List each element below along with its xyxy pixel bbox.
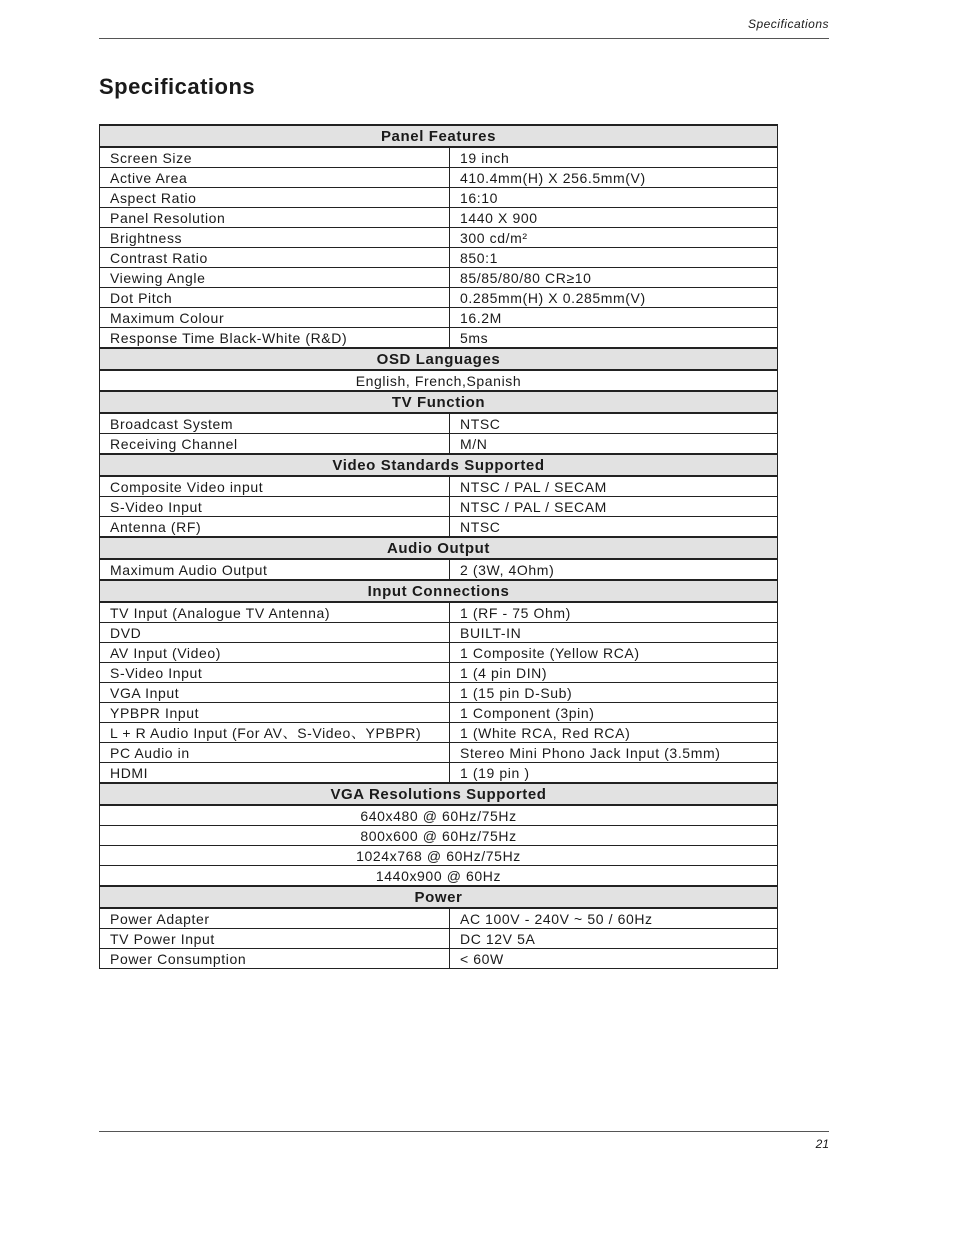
- spec-full-value: 1024x768 @ 60Hz/75Hz: [100, 846, 778, 866]
- section-heading: Panel Features: [100, 125, 778, 147]
- spec-row: [100, 517, 778, 538]
- spec-row: [100, 328, 778, 349]
- spec-row: [100, 805, 778, 826]
- spec-label: S-Video Input: [100, 497, 450, 517]
- spec-label: Antenna (RF): [100, 517, 450, 538]
- spec-row: [100, 434, 778, 455]
- specifications-table: [99, 124, 778, 969]
- spec-label: Power Consumption: [100, 949, 450, 969]
- spec-label: Screen Size: [100, 147, 450, 168]
- spec-value: 0.285mm(H) X 0.285mm(V): [450, 288, 778, 308]
- spec-label: Active Area: [100, 168, 450, 188]
- spec-value: 19 inch: [450, 147, 778, 168]
- running-header: Specifications: [747, 17, 829, 31]
- spec-label: YPBPR Input: [100, 703, 450, 723]
- page-number: 21: [815, 1137, 829, 1151]
- spec-row: [100, 188, 778, 208]
- spec-value: M/N: [450, 434, 778, 455]
- spec-row: [100, 846, 778, 866]
- spec-label: HDMI: [100, 763, 450, 784]
- spec-value: 2 (3W, 4Ohm): [450, 559, 778, 580]
- spec-row: [100, 168, 778, 188]
- spec-row: [100, 723, 778, 743]
- spec-label: S-Video Input: [100, 663, 450, 683]
- spec-label: Power Adapter: [100, 908, 450, 929]
- spec-row: [100, 743, 778, 763]
- spec-row: [100, 476, 778, 497]
- header-divider: [99, 38, 829, 39]
- section-header-row: [100, 454, 778, 476]
- spec-value: NTSC / PAL / SECAM: [450, 497, 778, 517]
- spec-row: [100, 866, 778, 887]
- spec-value: 1 (15 pin D-Sub): [450, 683, 778, 703]
- spec-value: 300 cd/m²: [450, 228, 778, 248]
- spec-label: Maximum Colour: [100, 308, 450, 328]
- spec-label: Broadcast System: [100, 413, 450, 434]
- spec-label: AV Input (Video): [100, 643, 450, 663]
- spec-label: Receiving Channel: [100, 434, 450, 455]
- spec-value: 1 (19 pin ): [450, 763, 778, 784]
- footer-divider: [99, 1131, 829, 1132]
- spec-row: [100, 763, 778, 784]
- spec-label: Aspect Ratio: [100, 188, 450, 208]
- spec-row: [100, 949, 778, 969]
- spec-value: NTSC / PAL / SECAM: [450, 476, 778, 497]
- spec-row: [100, 663, 778, 683]
- spec-value: < 60W: [450, 949, 778, 969]
- page-title: Specifications: [99, 74, 256, 99]
- spec-label: TV Input (Analogue TV Antenna): [100, 602, 450, 623]
- spec-label: Maximum Audio Output: [100, 559, 450, 580]
- spec-full-value: English, French,Spanish: [100, 370, 778, 391]
- spec-row: [100, 623, 778, 643]
- spec-row: [100, 929, 778, 949]
- section-heading: Audio Output: [100, 537, 778, 559]
- spec-value: 410.4mm(H) X 256.5mm(V): [450, 168, 778, 188]
- spec-row: [100, 602, 778, 623]
- spec-value: 1 (White RCA, Red RCA): [450, 723, 778, 743]
- spec-value: 1 (4 pin DIN): [450, 663, 778, 683]
- spec-value: NTSC: [450, 517, 778, 538]
- spec-row: [100, 228, 778, 248]
- section-header-row: [100, 580, 778, 602]
- spec-full-value: 800x600 @ 60Hz/75Hz: [100, 826, 778, 846]
- spec-row: [100, 497, 778, 517]
- spec-value: BUILT-IN: [450, 623, 778, 643]
- spec-value: Stereo Mini Phono Jack Input (3.5mm): [450, 743, 778, 763]
- spec-label: PC Audio in: [100, 743, 450, 763]
- spec-value: 16.2M: [450, 308, 778, 328]
- section-header-row: [100, 125, 778, 147]
- spec-label: Panel Resolution: [100, 208, 450, 228]
- spec-label: Dot Pitch: [100, 288, 450, 308]
- spec-row: [100, 413, 778, 434]
- spec-row: [100, 559, 778, 580]
- spec-value: 1 Component (3pin): [450, 703, 778, 723]
- spec-full-value: 1440x900 @ 60Hz: [100, 866, 778, 887]
- spec-row: [100, 268, 778, 288]
- section-heading: VGA Resolutions Supported: [100, 783, 778, 805]
- spec-label: Viewing Angle: [100, 268, 450, 288]
- section-heading: Video Standards Supported: [100, 454, 778, 476]
- spec-row: [100, 288, 778, 308]
- spec-value: 1440 X 900: [450, 208, 778, 228]
- spec-label: TV Power Input: [100, 929, 450, 949]
- spec-row: [100, 370, 778, 391]
- section-header-row: [100, 783, 778, 805]
- spec-value: 16:10: [450, 188, 778, 208]
- spec-row: [100, 147, 778, 168]
- spec-row: [100, 248, 778, 268]
- spec-value: 1 Composite (Yellow RCA): [450, 643, 778, 663]
- section-header-row: [100, 537, 778, 559]
- spec-label: DVD: [100, 623, 450, 643]
- section-heading: TV Function: [100, 391, 778, 413]
- spec-value: 850:1: [450, 248, 778, 268]
- spec-value: 5ms: [450, 328, 778, 349]
- spec-row: [100, 703, 778, 723]
- section-heading: Power: [100, 886, 778, 908]
- spec-row: [100, 826, 778, 846]
- spec-label: Composite Video input: [100, 476, 450, 497]
- spec-label: Contrast Ratio: [100, 248, 450, 268]
- spec-value: DC 12V 5A: [450, 929, 778, 949]
- section-header-row: [100, 348, 778, 370]
- spec-value: AC 100V - 240V ~ 50 / 60Hz: [450, 908, 778, 929]
- section-header-row: [100, 391, 778, 413]
- spec-value: 85/85/80/80 CR≥10: [450, 268, 778, 288]
- spec-value: 1 (RF - 75 Ohm): [450, 602, 778, 623]
- section-heading: Input Connections: [100, 580, 778, 602]
- spec-row: [100, 208, 778, 228]
- section-header-row: [100, 886, 778, 908]
- spec-full-value: 640x480 @ 60Hz/75Hz: [100, 805, 778, 826]
- spec-value: NTSC: [450, 413, 778, 434]
- spec-label: VGA Input: [100, 683, 450, 703]
- spec-label: Brightness: [100, 228, 450, 248]
- section-heading: OSD Languages: [100, 348, 778, 370]
- spec-row: [100, 683, 778, 703]
- spec-label: Response Time Black-White (R&D): [100, 328, 450, 349]
- spec-label: L + R Audio Input (For AV、S-Video、YPBPR): [100, 723, 450, 743]
- spec-row: [100, 308, 778, 328]
- spec-row: [100, 908, 778, 929]
- spec-row: [100, 643, 778, 663]
